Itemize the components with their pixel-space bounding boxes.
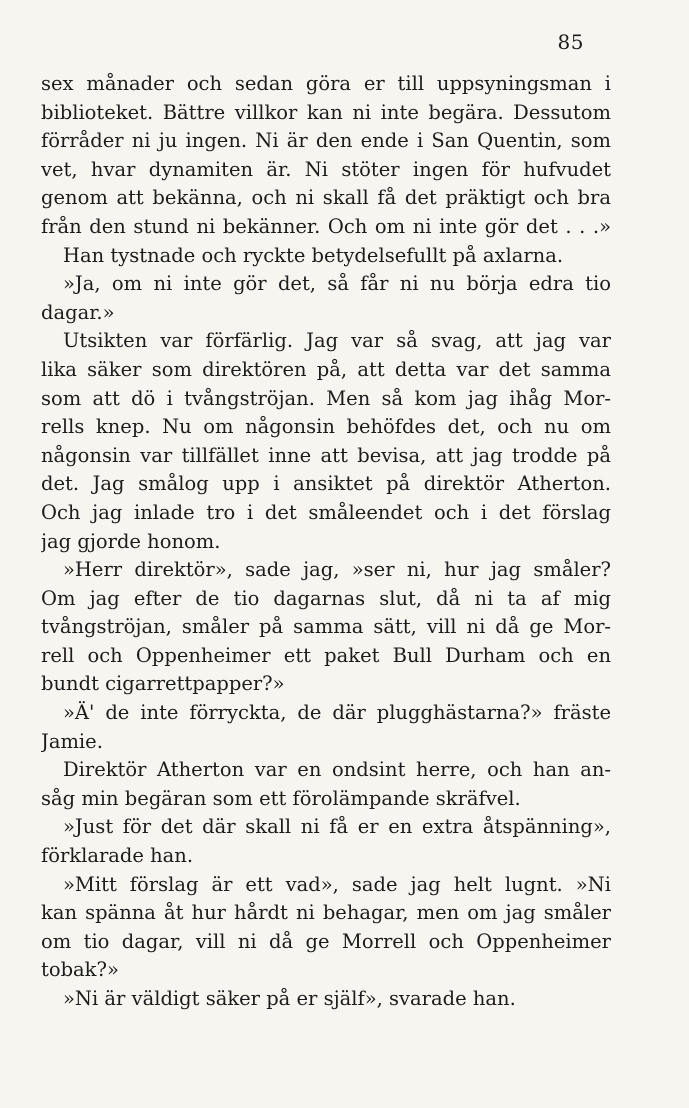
text-line: genom att bekänna, och ni skall få det präktigt och bra xyxy=(41,186,611,210)
text-line: Om jag efter de tio dagarnas slut, då ni ta af mig xyxy=(41,586,611,610)
text-line: »Just för det där skall ni få er en extra åtspänning», xyxy=(63,815,611,839)
text-line: bundt cigarrettpapper?» xyxy=(41,672,285,696)
text-line: såg min begäran som ett förolämpande skräfvel. xyxy=(41,786,521,810)
text-line: tobak?» xyxy=(41,958,119,982)
text-line: rells knep. Nu om någonsin behöfdes det, och nu om xyxy=(41,415,611,439)
page-number: 85 xyxy=(557,30,584,54)
text-line: som att dö i tvångströjan. Men så kom jag ihåg Mor- xyxy=(41,386,611,410)
body-text xyxy=(41,70,611,1014)
text-line: »Mitt förslag är ett vad», sade jag helt lugnt. »Ni xyxy=(63,872,611,896)
text-line: kan spänna åt hur hårdt ni behagar, men om jag småler xyxy=(41,901,611,925)
text-line: biblioteket. Bättre villkor kan ni inte begära. Dessutom xyxy=(41,100,611,124)
text-line: dagar.» xyxy=(41,300,115,324)
text-line: förråder ni ju ingen. Ni är den ende i San Quentin, som xyxy=(41,129,611,153)
text-line: förklarade han. xyxy=(41,844,194,868)
text-line: jag gjorde honom. xyxy=(41,529,221,553)
text-line: Direktör Atherton var en ondsint herre, och han an- xyxy=(63,758,611,782)
text-line: det. Jag smålog upp i ansiktet på direktör Atherton. xyxy=(41,472,611,496)
text-line: »Ä' de inte förryckta, de där plugghästarna?» fräste xyxy=(63,701,611,725)
text-line: Jamie. xyxy=(41,729,103,753)
text-line: sex månader och sedan göra er till uppsyningsman i xyxy=(41,72,611,95)
text-line: från den stund ni bekänner. Och om ni inte gör det . . .» xyxy=(41,214,611,238)
text-line: »Ni är väldigt säker på er själf», svarade han. xyxy=(63,987,516,1010)
text-line: Utsikten var förfärlig. Jag var så svag, att jag var xyxy=(63,329,611,353)
text-line: Och jag inlade tro i det småleendet och i det förslag xyxy=(41,500,611,524)
text-line: »Herr direktör», sade jag, »ser ni, hur jag småler? xyxy=(63,558,611,582)
text-line: »Ja, om ni inte gör det, så får ni nu börja edra tio xyxy=(63,272,611,296)
text-line: tvångströjan, småler på samma sätt, vill ni då ge Mor- xyxy=(41,615,611,639)
text-line: om tio dagar, vill ni då ge Morrell och Oppenheimer xyxy=(41,929,611,953)
text-line: lika säker som direktören på, att detta var det samma xyxy=(41,357,611,381)
text-line: rell och Oppenheimer ett paket Bull Durham och en xyxy=(41,643,611,667)
text-line: Han tystnade och ryckte betydelsefullt på axlarna. xyxy=(63,243,564,267)
text-line: någonsin var tillfället inne att bevisa, att jag trodde på xyxy=(41,443,611,467)
text-line: vet, hvar dynamiten är. Ni stöter ingen för hufvudet xyxy=(41,157,611,181)
